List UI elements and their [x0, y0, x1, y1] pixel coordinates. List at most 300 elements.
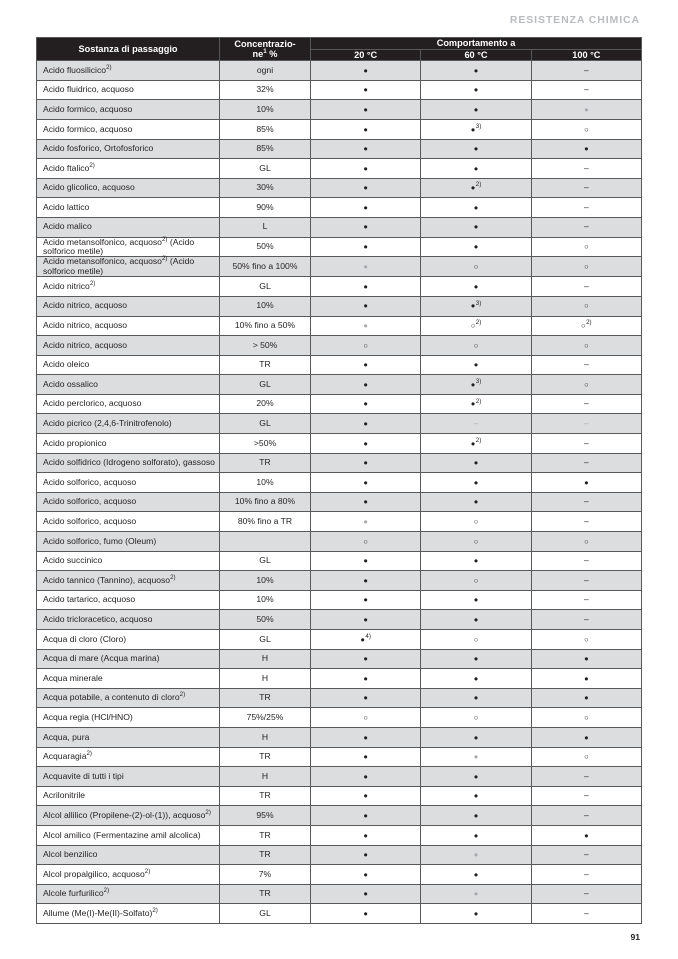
rating-symbol-icon: [474, 555, 479, 565]
rating-symbol-icon: [474, 516, 479, 526]
cell-behaviour-20: [311, 277, 421, 297]
cell-behaviour-100: [531, 139, 641, 159]
rating-symbol-icon: [363, 340, 368, 350]
cell-behaviour-20: [311, 806, 421, 826]
cell-behaviour-60: [421, 786, 531, 806]
rating-symbol-icon: [363, 575, 368, 585]
cell-behaviour-100: [531, 669, 641, 689]
cell-behaviour-100: [531, 904, 641, 924]
rating-symbol-icon: [474, 810, 479, 820]
table-row: [37, 532, 642, 552]
footnote-marker: 2): [152, 907, 158, 915]
cell-behaviour-60: [421, 884, 531, 904]
cell-concentration: GL: [220, 414, 311, 434]
rating-symbol-icon: [363, 457, 368, 467]
table-row: [37, 590, 642, 610]
rating-symbol-icon: [584, 438, 589, 448]
rating-symbol-icon: [474, 614, 479, 624]
cell-behaviour-60: [421, 590, 531, 610]
chemical-resistance-table: [36, 37, 642, 924]
cell-behaviour-20: [311, 100, 421, 120]
cell-behaviour-100: [531, 159, 641, 179]
cell-behaviour-20: [311, 825, 421, 845]
cell-substance: Acido formico, acquoso: [37, 119, 220, 139]
rating-symbol-icon: [584, 124, 589, 134]
cell-behaviour-100: [531, 865, 641, 885]
rating-symbol-icon: [474, 771, 479, 781]
rating-symbol-icon: [474, 457, 479, 467]
cell-behaviour-20: [311, 845, 421, 865]
rating-symbol-icon: [474, 712, 479, 722]
column-header-temp-100: 100 °C: [531, 49, 641, 61]
cell-concentration: TR: [220, 355, 311, 375]
table-row: [37, 453, 642, 473]
cell-behaviour-100: [531, 786, 641, 806]
cell-concentration: GL: [220, 159, 311, 179]
rating-symbol-icon: [584, 888, 589, 898]
rating-symbol-icon: [584, 673, 589, 683]
footnote-marker: 2): [89, 280, 96, 288]
cell-behaviour-100: [531, 571, 641, 591]
cell-behaviour-60: [421, 688, 531, 708]
cell-behaviour-60: [421, 767, 531, 787]
cell-substance: Acqua potabile, a contenuto di cloro$^{2)}$: [37, 688, 220, 708]
cell-concentration: GL: [220, 277, 311, 297]
cell-substance: Acido malico: [37, 217, 220, 237]
column-header-behaviour: Comportamento a: [311, 38, 642, 50]
footnote-marker: 2): [86, 750, 92, 758]
cell-behaviour-20: [311, 375, 421, 395]
rating-symbol-icon: [363, 516, 368, 526]
rating-symbol-icon: [474, 888, 479, 898]
table-row: [37, 727, 642, 747]
cell-substance: Alcol allilico (Propilene-(2)-ol-(1)), acquoso$^{2)}$: [37, 806, 220, 826]
table-row: [37, 316, 642, 336]
column-header-concentration: [220, 38, 311, 61]
cell-behaviour-60: [421, 727, 531, 747]
cell-behaviour-20: [311, 649, 421, 669]
rating-symbol-icon: [474, 849, 479, 859]
cell-behaviour-100: [531, 512, 641, 532]
cell-behaviour-20: [311, 630, 421, 650]
cell-behaviour-100: [531, 688, 641, 708]
cell-behaviour-100: [531, 708, 641, 728]
cell-behaviour-100: [531, 492, 641, 512]
cell-behaviour-60: [421, 178, 531, 198]
table-body: [37, 61, 642, 924]
rating-symbol-icon: [363, 732, 368, 742]
cell-behaviour-20: [311, 61, 421, 81]
cell-behaviour-100: [531, 767, 641, 787]
table-row: [37, 551, 642, 571]
rating-symbol-icon: [584, 202, 589, 212]
rating-symbol-icon: [584, 712, 589, 722]
rating-symbol-icon: [474, 496, 479, 506]
cell-behaviour-60: [421, 453, 531, 473]
rating-symbol-icon: [584, 457, 589, 467]
cell-behaviour-60: [421, 865, 531, 885]
cell-behaviour-60: [421, 336, 531, 356]
cell-behaviour-60: [421, 257, 531, 277]
rating-symbol-icon: [584, 751, 589, 761]
cell-substance: Acido nitrico, acquoso: [37, 296, 220, 316]
cell-concentration: 7%: [220, 865, 311, 885]
table-row: [37, 257, 642, 277]
cell-behaviour-20: [311, 217, 421, 237]
table-row: [37, 355, 642, 375]
cell-substance: Alcol benzilico: [37, 845, 220, 865]
cell-behaviour-60: [421, 649, 531, 669]
table-row: [37, 649, 642, 669]
rating-symbol-icon: [363, 261, 368, 271]
rating-symbol-icon: [363, 888, 368, 898]
cell-behaviour-20: [311, 257, 421, 277]
cell-concentration: 10%: [220, 296, 311, 316]
cell-behaviour-20: [311, 119, 421, 139]
cell-behaviour-100: [531, 806, 641, 826]
table-row: [37, 434, 642, 454]
table-row: [37, 610, 642, 630]
cell-substance: Alcole furfurilico$^{2)}$: [37, 884, 220, 904]
cell-substance: Acido metansolfonico, acquoso$^{2)}$ (Acido solforico metile): [37, 257, 220, 277]
cell-behaviour-60: [421, 296, 531, 316]
rating-symbol-icon: [363, 790, 368, 800]
cell-behaviour-60: [421, 375, 531, 395]
cell-behaviour-100: [531, 551, 641, 571]
cell-behaviour-100: [531, 277, 641, 297]
cell-substance: Acido tartarico, acquoso: [37, 590, 220, 610]
cell-concentration: H: [220, 727, 311, 747]
cell-behaviour-60: [421, 434, 531, 454]
rating-symbol-icon: [474, 340, 479, 350]
rating-symbol-icon: [474, 869, 479, 879]
rating-symbol-icon: [584, 398, 589, 408]
rating-symbol-icon: [363, 849, 368, 859]
cell-behaviour-60: [421, 237, 531, 257]
cell-concentration: 10% fino a 80%: [220, 492, 311, 512]
cell-behaviour-20: [311, 492, 421, 512]
rating-symbol-icon: [363, 477, 368, 487]
rating-symbol-icon: [474, 790, 479, 800]
cell-concentration: >50%: [220, 434, 311, 454]
cell-concentration: L: [220, 217, 311, 237]
rating-symbol-icon: [584, 281, 589, 291]
cell-substance: Acido tannico (Tannino), acquoso$^{2)}$: [37, 571, 220, 591]
rating-symbol-icon: [584, 104, 589, 114]
cell-behaviour-60: [421, 61, 531, 81]
cell-behaviour-100: [531, 532, 641, 552]
rating-symbol-icon: [584, 221, 589, 231]
rating-symbol-icon: [363, 379, 368, 389]
cell-behaviour-60: [421, 669, 531, 689]
cell-behaviour-100: [531, 747, 641, 767]
cell-behaviour-60: [421, 492, 531, 512]
cell-behaviour-60: [421, 139, 531, 159]
cell-behaviour-60: [421, 747, 531, 767]
rating-symbol-icon: [584, 594, 589, 604]
cell-behaviour-20: [311, 884, 421, 904]
rating-symbol-icon: [363, 124, 368, 134]
rating-symbol-icon: [584, 536, 589, 546]
footnote-marker: 4): [365, 632, 371, 640]
table-row: [37, 825, 642, 845]
rating-symbol-icon: [584, 575, 589, 585]
cell-concentration: GL: [220, 375, 311, 395]
cell-concentration: 85%: [220, 139, 311, 159]
rating-symbol-icon: [474, 477, 479, 487]
table-row: [37, 786, 642, 806]
rating-symbol-icon: [363, 712, 368, 722]
rating-symbol-icon: [363, 398, 368, 408]
rating-symbol-icon: [584, 65, 589, 75]
cell-behaviour-100: [531, 884, 641, 904]
cell-substance: Acido propionico: [37, 434, 220, 454]
rating-symbol-icon: [363, 182, 368, 192]
table-row: [37, 767, 642, 787]
rating-symbol-icon: [584, 496, 589, 506]
cell-concentration: TR: [220, 747, 311, 767]
cell-substance: Acido tricloracetico, acquoso: [37, 610, 220, 630]
cell-behaviour-60: [421, 198, 531, 218]
cell-behaviour-60: [421, 708, 531, 728]
rating-symbol-icon: [474, 163, 479, 173]
cell-behaviour-100: [531, 257, 641, 277]
cell-concentration: [220, 532, 311, 552]
cell-substance: Acido lattico: [37, 198, 220, 218]
cell-concentration: TR: [220, 786, 311, 806]
rating-symbol-icon: [363, 536, 368, 546]
cell-substance: Acido ossalico: [37, 375, 220, 395]
table-row: [37, 159, 642, 179]
rating-symbol-icon: [581, 320, 586, 330]
cell-behaviour-20: [311, 747, 421, 767]
cell-substance: Acido nitrico, acquoso: [37, 316, 220, 336]
cell-behaviour-100: [531, 610, 641, 630]
cell-behaviour-20: [311, 669, 421, 689]
table-row: [37, 375, 642, 395]
cell-substance: Acquavite di tutti i tipi: [37, 767, 220, 787]
cell-behaviour-60: [421, 473, 531, 493]
cell-substance: Acido nitrico$^{2)}$: [37, 277, 220, 297]
cell-behaviour-100: [531, 237, 641, 257]
rating-symbol-icon: [471, 398, 476, 408]
cell-concentration: H: [220, 669, 311, 689]
rating-symbol-icon: [363, 594, 368, 604]
cell-substance: Acido perclorico, acquoso: [37, 394, 220, 414]
cell-behaviour-60: [421, 630, 531, 650]
cell-behaviour-60: [421, 512, 531, 532]
rating-symbol-icon: [363, 241, 368, 251]
cell-behaviour-20: [311, 708, 421, 728]
cell-behaviour-20: [311, 414, 421, 434]
cell-substance: Acido nitrico, acquoso: [37, 336, 220, 356]
footnote-marker: 2): [161, 255, 168, 263]
rating-symbol-icon: [474, 830, 479, 840]
rating-symbol-icon: [474, 536, 479, 546]
cell-behaviour-20: [311, 237, 421, 257]
rating-symbol-icon: [363, 555, 368, 565]
rating-symbol-icon: [474, 221, 479, 231]
table-row: [37, 198, 642, 218]
cell-behaviour-20: [311, 336, 421, 356]
cell-behaviour-100: [531, 178, 641, 198]
page-section-title: RESISTENZA CHIMICA: [509, 14, 640, 26]
cell-concentration: > 50%: [220, 336, 311, 356]
cell-substance: Acido solfidrico (Idrogeno solforato), gassoso: [37, 453, 220, 473]
rating-symbol-icon: [474, 732, 479, 742]
rating-symbol-icon: [584, 771, 589, 781]
table-row: [37, 747, 642, 767]
rating-symbol-icon: [363, 692, 368, 702]
cell-substance: Acido solforico, acquoso: [37, 512, 220, 532]
cell-behaviour-100: [531, 414, 641, 434]
cell-behaviour-20: [311, 904, 421, 924]
rating-symbol-icon: [584, 908, 589, 918]
rating-symbol-icon: [584, 810, 589, 820]
cell-behaviour-100: [531, 119, 641, 139]
cell-concentration: 10%: [220, 590, 311, 610]
cell-concentration: 90%: [220, 198, 311, 218]
cell-behaviour-100: [531, 355, 641, 375]
rating-symbol-icon: [363, 300, 368, 310]
rating-symbol-icon: [584, 300, 589, 310]
rating-symbol-icon: [584, 516, 589, 526]
cell-behaviour-60: [421, 610, 531, 630]
table-head: [37, 38, 642, 61]
cell-behaviour-100: [531, 590, 641, 610]
cell-concentration: GL: [220, 904, 311, 924]
footnote-marker: 2): [144, 867, 151, 875]
concentration-footnote-marker: 1: [263, 48, 267, 56]
rating-symbol-icon: [584, 555, 589, 565]
rating-symbol-icon: [474, 653, 479, 663]
rating-symbol-icon: [471, 320, 476, 330]
cell-substance: Acqua di cloro (Cloro): [37, 630, 220, 650]
rating-symbol-icon: [584, 84, 589, 94]
rating-symbol-icon: [363, 84, 368, 94]
cell-behaviour-60: [421, 532, 531, 552]
footnote-marker: 2): [475, 181, 482, 189]
cell-concentration: TR: [220, 453, 311, 473]
rating-symbol-icon: [584, 732, 589, 742]
cell-behaviour-20: [311, 316, 421, 336]
cell-substance: Acido solforico, fumo (Oleum): [37, 532, 220, 552]
cell-behaviour-20: [311, 532, 421, 552]
cell-concentration: 20%: [220, 394, 311, 414]
cell-concentration: H: [220, 649, 311, 669]
rating-symbol-icon: [474, 575, 479, 585]
rating-symbol-icon: [363, 163, 368, 173]
rating-symbol-icon: [363, 614, 368, 624]
rating-symbol-icon: [584, 340, 589, 350]
cell-behaviour-20: [311, 355, 421, 375]
cell-behaviour-60: [421, 355, 531, 375]
cell-behaviour-100: [531, 630, 641, 650]
footnote-marker: 3): [475, 377, 482, 385]
column-header-temp-60: 60 °C: [421, 49, 531, 61]
cell-behaviour-60: [421, 277, 531, 297]
rating-symbol-icon: [584, 163, 589, 173]
concentration-unit: %: [269, 49, 278, 60]
cell-substance: Acqua regia (HCl/HNO): [37, 708, 220, 728]
rating-symbol-icon: [363, 496, 368, 506]
cell-behaviour-60: [421, 845, 531, 865]
table-row: [37, 100, 642, 120]
cell-behaviour-20: [311, 178, 421, 198]
cell-behaviour-100: [531, 296, 641, 316]
cell-behaviour-20: [311, 394, 421, 414]
rating-symbol-icon: [584, 614, 589, 624]
cell-behaviour-60: [421, 159, 531, 179]
rating-symbol-icon: [474, 241, 479, 251]
cell-concentration: 50% fino a 100%: [220, 257, 311, 277]
cell-behaviour-60: [421, 316, 531, 336]
cell-behaviour-20: [311, 473, 421, 493]
cell-substance: Allume (Me(I)-Me(II)-Solfato)$^{2)}$: [37, 904, 220, 924]
rating-symbol-icon: [363, 869, 368, 879]
rating-symbol-icon: [363, 908, 368, 918]
footnote-marker: 2): [170, 573, 176, 581]
rating-symbol-icon: [363, 438, 368, 448]
cell-behaviour-100: [531, 845, 641, 865]
rating-symbol-icon: [474, 84, 479, 94]
cell-behaviour-60: [421, 100, 531, 120]
rating-symbol-icon: [474, 202, 479, 212]
cell-substance: Acido fosforico, Ortofosforico: [37, 139, 220, 159]
cell-concentration: 95%: [220, 806, 311, 826]
cell-behaviour-20: [311, 571, 421, 591]
rating-symbol-icon: [471, 438, 476, 448]
rating-symbol-icon: [584, 418, 589, 428]
cell-substance: Acquaragia$^{2)}$: [37, 747, 220, 767]
table-row: [37, 277, 642, 297]
rating-symbol-icon: [584, 477, 589, 487]
rating-symbol-icon: [474, 634, 479, 644]
cell-concentration: 10% fino a 50%: [220, 316, 311, 336]
cell-behaviour-20: [311, 590, 421, 610]
cell-behaviour-20: [311, 767, 421, 787]
cell-behaviour-100: [531, 473, 641, 493]
table-row: [37, 845, 642, 865]
rating-symbol-icon: [474, 418, 479, 428]
cell-behaviour-100: [531, 80, 641, 100]
table-row: [37, 708, 642, 728]
table-row: [37, 237, 642, 257]
table-row: [37, 884, 642, 904]
cell-substance: Acqua, pura: [37, 727, 220, 747]
table-row: [37, 178, 642, 198]
cell-substance: Alcol propalgilico, acquoso$^{2)}$: [37, 865, 220, 885]
rating-symbol-icon: [474, 281, 479, 291]
cell-behaviour-20: [311, 198, 421, 218]
cell-concentration: TR: [220, 688, 311, 708]
cell-concentration: 85%: [220, 119, 311, 139]
table-row: [37, 492, 642, 512]
cell-behaviour-100: [531, 453, 641, 473]
rating-symbol-icon: [474, 673, 479, 683]
rating-symbol-icon: [363, 653, 368, 663]
rating-symbol-icon: [363, 830, 368, 840]
cell-concentration: 10%: [220, 571, 311, 591]
footnote-marker: 2): [205, 809, 211, 817]
footnote-marker: 2): [89, 161, 95, 169]
rating-symbol-icon: [584, 849, 589, 859]
footnote-marker: 2): [103, 887, 110, 895]
rating-symbol-icon: [474, 65, 479, 75]
rating-symbol-icon: [471, 300, 476, 310]
cell-concentration: H: [220, 767, 311, 787]
cell-behaviour-100: [531, 727, 641, 747]
